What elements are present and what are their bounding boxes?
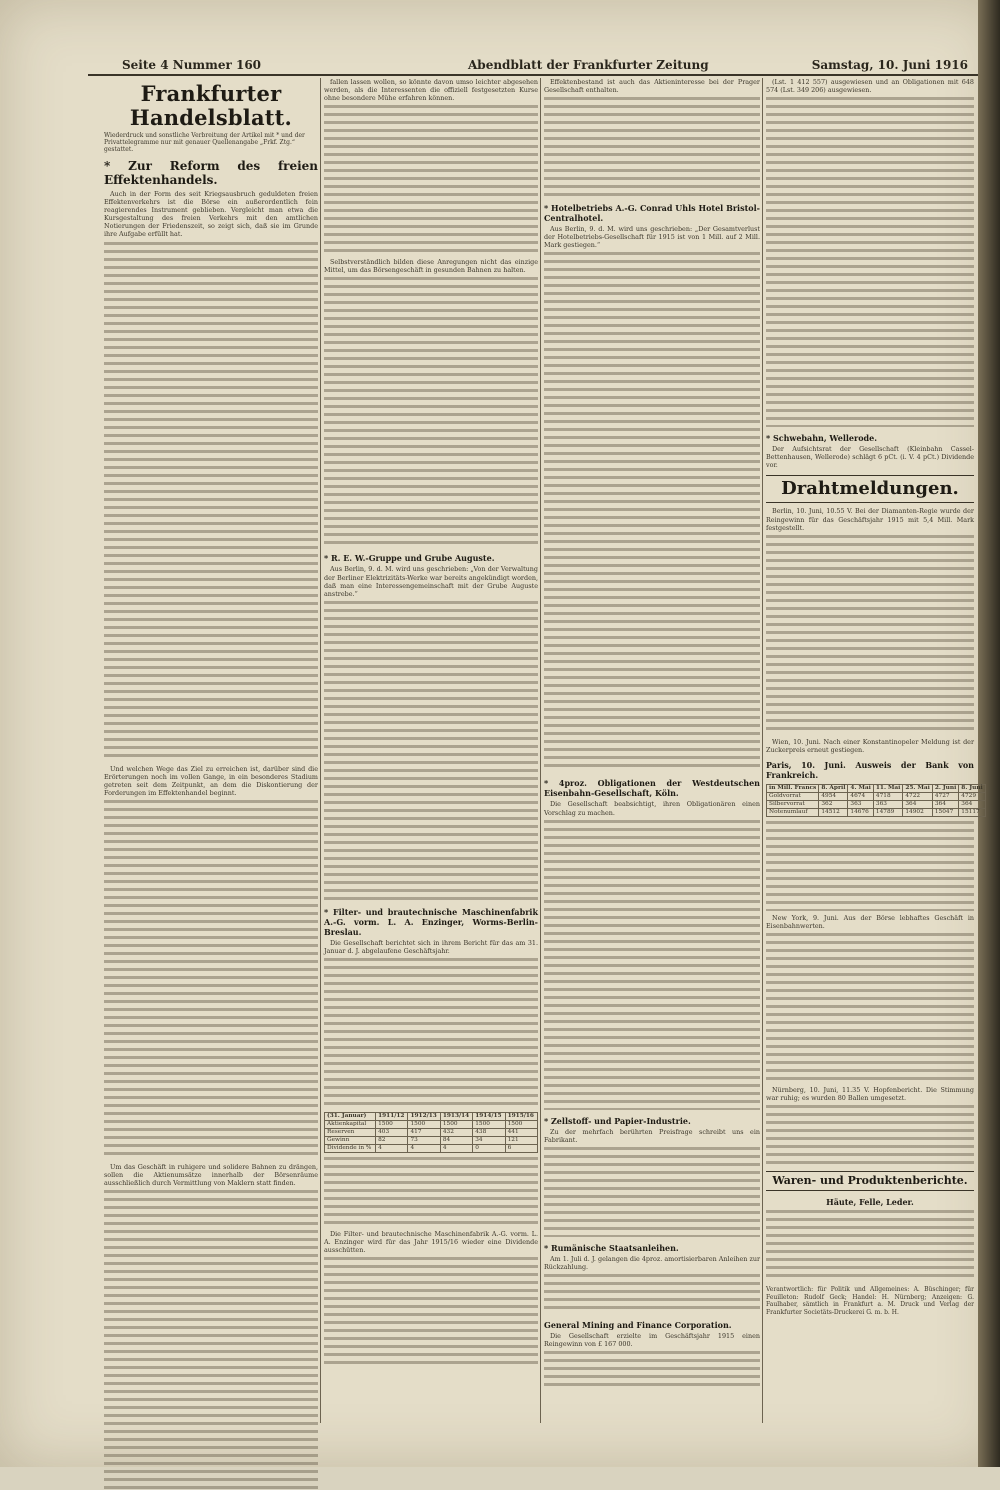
table-row — [767, 800, 986, 808]
body-text-block — [104, 1190, 318, 1490]
article-paragraph: Die Gesellschaft beabsichtigt, ihren Obligationären einen Vorschlag zu machen. — [544, 800, 760, 817]
table-cell: 4718 — [873, 792, 902, 800]
article-paragraph: Berlin, 10. Juni, 10.55 V. Bei der Diamanten-Regie wurde der Reingewinn für das Geschäftsjahr 1915 mit 5,4 Mill. Mark festgestellt. — [766, 507, 974, 532]
table-cell: 4727 — [932, 792, 958, 800]
table-cell: Silbervorrat — [767, 800, 819, 808]
article-paragraph: Um das Geschäft in ruhigere und solidere Bahnen zu drängen, sollen die Aktienumsätze innerhalb der Börsenräume ausschließlich durch Vermittlung von Maklern statt finden. — [104, 1162, 318, 1188]
table-cell: 4 — [376, 1145, 408, 1153]
page-binding-edge — [978, 0, 1000, 1467]
body-text-block — [104, 242, 318, 762]
article-paragraph: Aus Berlin, 9. d. M. wird uns geschrieben: „Der Gesamtverlust der Hotelbetriebs-Gesellschaft für 1915 ist von 1 Mill. auf 2 Mill. Mark gestiegen.“ — [544, 225, 760, 250]
table-cell: Reserven — [325, 1129, 376, 1137]
article-subtitle: * Filter- und brautechnische Maschinenfabrik A.-G. vorm. L. A. Enzinger, Worms-Berlin-Breslau. — [324, 906, 538, 937]
column-1 — [104, 78, 318, 1438]
article-paragraph: Nürnberg, 10. Juni, 11.35 V. Hopfenbericht. Die Stimmung war ruhig; es wurden 80 Ballen umgesetzt. — [766, 1086, 974, 1103]
section-heading: Waren- und Produktenberichte. — [766, 1171, 974, 1191]
imprint-footer: Verantwortlich: für Politik und Allgemeines: A. Büschinger; für Feuilleton: Rudolf Geck; Handel: H. Nürnberg; Anzeigen: G. Faulhaber, sämtlich in Frankfurt a. M. Druck und Verlag der Frankfurter Societäts-Druckerei G. m. b. H. — [766, 1286, 974, 1316]
table-cell: 14789 — [873, 808, 902, 816]
table-header-row — [767, 784, 986, 792]
article-subtitle: * Zellstoff- und Papier-Industrie. — [544, 1115, 691, 1126]
column-4 — [766, 78, 983, 1438]
table-cell: 4722 — [903, 792, 932, 800]
table-cell: 4674 — [848, 792, 873, 800]
body-text-block — [324, 277, 538, 547]
table-header-cell: 1913/14 — [440, 1113, 472, 1121]
table-row — [325, 1137, 538, 1145]
financial-table — [324, 1112, 538, 1153]
article-paragraph: fallen lassen wollen, so könnte davon umso leichter abgesehen werden, als die Interessenten die offiziell festgesetzten Kurse ohne besondere Mühe erfahren können. — [324, 78, 538, 103]
article-paragraph: Die Filter- und brautechnische Maschinenfabrik A.-G. vorm. L. A. Enzinger wird für das Jahr 1915/16 wieder eine Dividende ausschütten. — [324, 1230, 538, 1255]
section-heading: Drahtmeldungen. — [766, 475, 974, 503]
header-page-number: Seite 4 Nummer 160 — [122, 58, 262, 72]
table-header-cell: 4. Mai — [848, 784, 873, 792]
table-cell: 363 — [848, 800, 873, 808]
table-header-cell: 1911/12 — [376, 1113, 408, 1121]
body-text-block — [766, 1210, 974, 1280]
article-paragraph: Effektenbestand ist auch das Aktieninteresse bei der Prager Gesellschaft enthalten. — [544, 78, 760, 95]
table-header-cell: 2. Juni — [932, 784, 958, 792]
table-cell: Aktienkapital — [325, 1121, 376, 1129]
table-cell: 14902 — [903, 808, 932, 816]
body-text-block — [766, 535, 974, 735]
body-text-block — [544, 252, 760, 772]
table-cell: 364 — [932, 800, 958, 808]
body-text-block — [544, 820, 760, 1110]
article-paragraph: Zu der mehrfach berührten Preisfrage schreibt uns ein Fabrikant. — [544, 1127, 760, 1144]
table-row — [325, 1121, 538, 1129]
article-paragraph: Und welchen Wege das Ziel zu erreichen ist, darüber sind die Erörterungen noch im vollen Gange, in ein besonderes Stadium getreten seit dem Zeitpunkt, an dem die Diskontierung der Forderungen im Effektenhandel beginnt. — [104, 764, 318, 797]
table-cell: 432 — [440, 1129, 472, 1137]
table-cell: 1500 — [408, 1121, 440, 1129]
table-cell: 121 — [505, 1137, 537, 1145]
table-cell: 73 — [408, 1137, 440, 1145]
table-title: Paris, 10. Juni. Ausweis der Bank von Frankreich. — [766, 759, 974, 780]
article-paragraph: New York, 9. Juni. Aus der Börse lebhaftes Geschäft in Eisenbahnwerten. — [766, 913, 974, 931]
article-paragraph: Aus Berlin, 9. d. M. wird uns geschrieben: „Von der Verwaltung der Berliner Elektrizitäts-Werke war bereits angekündigt worden, daß man eine Interessengemeinschaft mit der Grube Auguste anstrebe.“ — [324, 565, 538, 598]
column-divider — [320, 78, 321, 1423]
table-cell: 34 — [473, 1137, 505, 1145]
table-header-cell: 1915/16 — [505, 1113, 537, 1121]
article-subtitle: * Schwebahn, Wellerode. — [766, 433, 877, 444]
table-cell: 0 — [473, 1145, 505, 1153]
body-text-block — [766, 1105, 974, 1165]
body-text-block — [324, 105, 538, 255]
table-header-cell: 1912/13 — [408, 1113, 440, 1121]
article-paragraph: Die Gesellschaft berichtet sich in ihrem Bericht für das am 31. Januar d. J. abgelaufene Geschäftsjahr. — [324, 938, 538, 955]
article-title: * Zur Reform des freien Effektenhandels. — [104, 159, 318, 187]
header-paper-name: Abendblatt der Frankfurter Zeitung — [468, 58, 709, 72]
article-subtitle: * 4proz. Obligationen der Westdeutschen Eisenbahn-Gesellschaft, Köln. — [544, 778, 760, 799]
article-paragraph: Wien, 10. Juni. Nach einer Konstantinopeler Meldung ist der Zuckerpreis erneut gestiegen. — [766, 737, 974, 754]
table-cell: 4729 — [959, 792, 985, 800]
article-paragraph: Selbstverständlich bilden diese Anregungen nicht das einzige Mittel, um das Börsengeschäft in gesunden Bahnen zu halten. — [324, 258, 538, 275]
body-text-block — [324, 1157, 538, 1227]
body-text-block — [104, 800, 318, 1160]
table-cell: 364 — [903, 800, 932, 808]
article-paragraph: Die Gesellschaft erzielte im Geschäftsjahr 1915 einen Reingewinn von £ 167 000. — [544, 1332, 760, 1349]
table-cell: 1500 — [473, 1121, 505, 1129]
table-cell: 14676 — [848, 808, 873, 816]
table-cell: 403 — [376, 1129, 408, 1137]
table-cell: 1500 — [505, 1121, 537, 1129]
table-header-cell: 1914/15 — [473, 1113, 505, 1121]
table-header-row — [325, 1113, 538, 1121]
article-paragraph: (Lst. 1 412 557) ausgewiesen und an Obligationen mit 648 574 (Lst. 349 206) ausgewiesen. — [766, 78, 974, 95]
table-cell: 4954 — [819, 792, 848, 800]
column-3 — [544, 78, 760, 1438]
article-paragraph: Der Aufsichtsrat der Gesellschaft (Kleinbahn Cassel-Bettenhausen, Wellerode) schlägt 6 pCt. (i. V. 4 pCt.) Dividende vor. — [766, 445, 974, 470]
table-cell: 6 — [505, 1145, 537, 1153]
body-text-block — [544, 1351, 760, 1391]
article-subtitle: * Hotelbetriebs A.-G. Conrad Uhls Hotel Bristol-Centralhotel. — [544, 203, 760, 224]
table-cell: 417 — [408, 1129, 440, 1137]
table-cell: 362 — [819, 800, 848, 808]
body-text-block — [766, 933, 974, 1083]
masthead-title: Frankfurter Handelsblatt. — [129, 81, 293, 130]
table-cell: 363 — [873, 800, 902, 808]
table-header-cell: (31. Januar) — [325, 1113, 376, 1121]
table-cell: 1500 — [376, 1121, 408, 1129]
table-header-cell: 25. Mai — [903, 784, 932, 792]
header-date: Samstag, 10. Juni 1916 — [811, 58, 968, 72]
body-text-block — [544, 1147, 760, 1237]
article-subtitle: Häute, Felle, Leder. — [826, 1197, 914, 1208]
table-cell: Goldvorrat — [767, 792, 819, 800]
table-cell: 4 — [408, 1145, 440, 1153]
table-cell: Notenumlauf — [767, 808, 819, 816]
column-2 — [324, 78, 538, 1438]
header-rule — [88, 74, 978, 76]
body-text-block — [544, 97, 760, 197]
masthead-note: Wiederdruck und sonstliche Verbreitung der Artikel mit * und der Privattelegramme nur mit genauer Quellenangabe „Frkf. Ztg.“ gestattet. — [104, 132, 305, 153]
table-cell: 438 — [473, 1129, 505, 1137]
table-cell: 441 — [505, 1129, 537, 1137]
article-paragraph: Am 1. Juli d. J. gelangen die 4proz. amortisierbaren Anleihen zur Rückzahlung. — [544, 1254, 760, 1271]
table-row — [767, 808, 986, 816]
table-cell: 364 — [959, 800, 985, 808]
article-subtitle: * R. E. W.-Gruppe und Grube Auguste. — [324, 553, 495, 564]
body-text-block — [324, 601, 538, 901]
table-row — [325, 1129, 538, 1137]
article-subtitle: * Rumänische Staatsanleihen. — [544, 1242, 679, 1253]
table-cell: 4 — [440, 1145, 472, 1153]
table-cell: 15047 — [932, 808, 958, 816]
body-text-block — [544, 1274, 760, 1314]
body-text-block — [324, 958, 538, 1108]
body-text-block — [766, 821, 974, 911]
table-header-cell: 8. Juni — [959, 784, 985, 792]
table-cell: 84 — [440, 1137, 472, 1145]
table-cell: 14512 — [819, 808, 848, 816]
column-divider — [540, 78, 541, 1423]
table-cell: Gewinn — [325, 1137, 376, 1145]
table-row — [767, 792, 986, 800]
article-subtitle: General Mining and Finance Corporation. — [544, 1320, 732, 1331]
table-cell: Dividende in % — [325, 1145, 376, 1153]
table-cell: 82 — [376, 1137, 408, 1145]
table-header-cell: 8. April — [819, 784, 848, 792]
table-header-cell: 11. Mai — [873, 784, 902, 792]
table-header-cell: in Mill. Francs — [767, 784, 819, 792]
table-cell: 1500 — [440, 1121, 472, 1129]
table-row — [325, 1145, 538, 1153]
body-text-block — [766, 97, 974, 427]
body-text-block — [324, 1257, 538, 1367]
table-cell: 15117 — [959, 808, 985, 816]
column-divider — [762, 78, 763, 1423]
article-paragraph: Auch in der Form des seit Kriegsausbruch geduldeten freien Effektenverkehrs ist die Börse ein außerordentlich fein reagierendes Instrument geblieben. Vergleicht man etwa die Kursgestaltung des freien Verkehrs mit den amtlichen Notierungen der Friedenszeit, so zeigt sich, daß sie im Grunde ihre Aufgabe erfüllt hat. — [104, 190, 318, 239]
bank-table — [766, 784, 986, 817]
